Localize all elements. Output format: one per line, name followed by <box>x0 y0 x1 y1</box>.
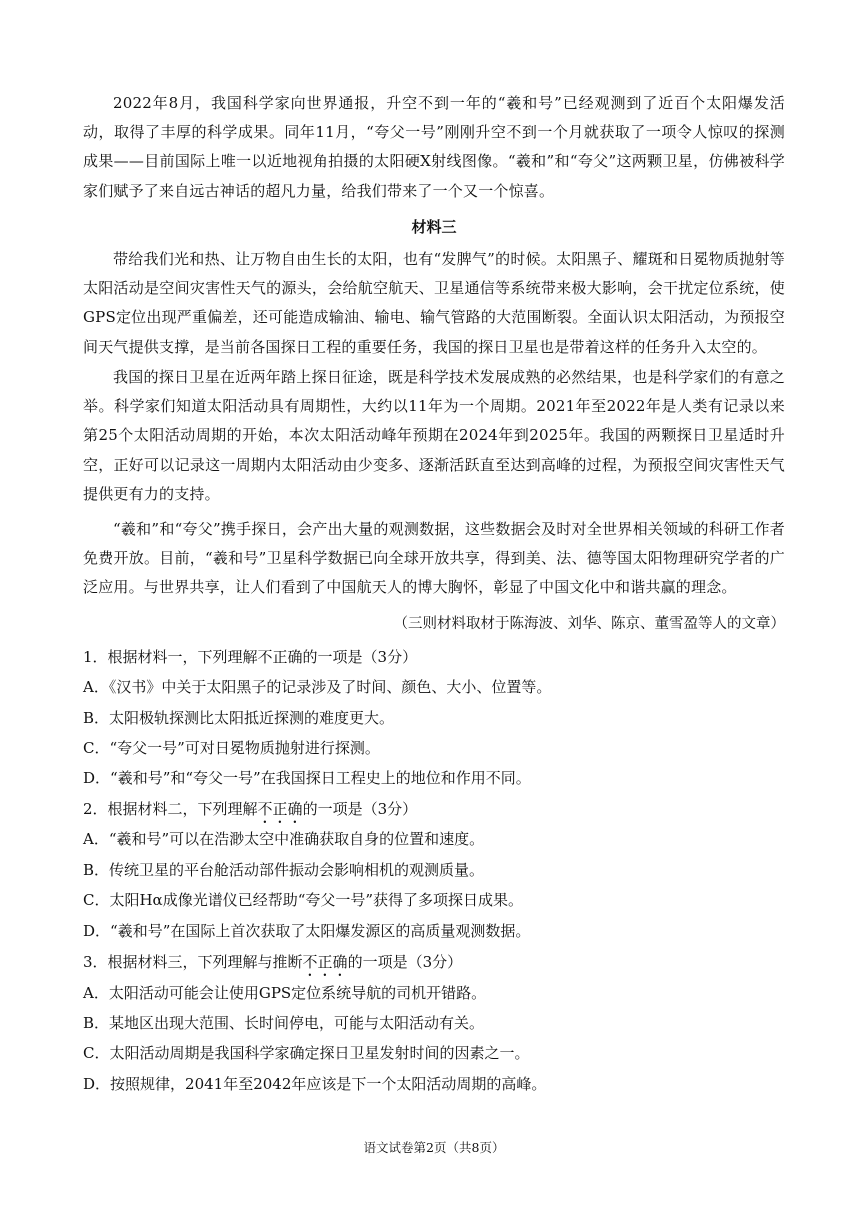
paragraph-material3-2: 我国的探日卫星在近两年踏上探日征途，既是科学技术发展成熟的必然结果，也是科学家们的有意之举。科学家们知道太阳活动具有周期性，大约以11年为一个周期。2021年至2022年是人类有记录以来第25个太阳活动周期的开始，本次太阳活动峰年预期在2024年到2025年。我国的两颗探日卫星适时升空，正好可以记录这一周期内太阳活动由少变多、逐渐活跃直至达到高峰的过程，为预报空间灾害性天气提供更有力的支持。 <box>83 368 785 503</box>
paragraph-material3-1: 带给我们光和热、让万物自由生长的太阳，也有“发脾气”的时候。太阳黑子、耀斑和日冕物质抛射等太阳活动是空间灾害性天气的源头，会给航空航天、卫星通信等系统带来极大影响，会干扰定位系统，使GPS定位出现严重偏差，还可能造成输油、输电、输气管路的大范围断裂。全面认识太阳活动，为预报空间天气提供支撑，是当前各国探日工程的重要任务，我国的探日卫星也是带着这样的任务升入太空的。 <box>83 250 785 356</box>
question-3-stem-pre: 3．根据材料三，下列理解与推断 <box>83 953 303 971</box>
question-3-stem-post: 的一项是（3分） <box>347 953 463 971</box>
question-2-stem-pre: 2．根据材料二，下列理解 <box>83 800 258 818</box>
question-2-option-b: B．传统卫星的平台舱活动部件振动会影响相机的观测质量。 <box>83 861 485 879</box>
question-3-option-c: C．太阳活动周期是我国科学家确定探日卫星发射时间的因素之一。 <box>83 1044 530 1062</box>
question-3-stem <box>83 951 803 980</box>
question-2-stem-emphasis: 不正确 <box>257 800 303 818</box>
source-note: （三则材料取材于陈海波、刘华、陈京、董雪盈等人的文章） <box>393 616 785 632</box>
question-1-option-b: B．太阳极轨探测比太阳抵近探测的难度更大。 <box>83 709 395 727</box>
question-1-option-a: A．《汉书》中关于太阳黑子的记录涉及了时间、颜色、大小、位置等。 <box>83 678 552 696</box>
question-1-option-c: C．“夸父一号”可对日冕物质抛射进行探测。 <box>83 739 380 757</box>
question-2-option-a: A．“羲和号”可以在浩渺太空中准确获取自身的位置和速度。 <box>83 830 485 848</box>
question-2-option-d: D．“羲和号”在国际上首次获取了太阳爆发源区的高质量观测数据。 <box>83 922 531 940</box>
question-3-option-b: B．某地区出现大范围、长时间停电，可能与太阳活动有关。 <box>83 1014 485 1032</box>
question-1-stem <box>83 646 803 667</box>
question-2-stem-post: 的一项是（3分） <box>302 800 418 818</box>
paragraph-material3-3: “羲和”和“夸父”携手探日，会产出大量的观测数据，这些数据会及时对全世界相关领域的科研工作者免费开放。目前，“羲和号”卫星科学数据已向全球开放共享，得到美、法、德等国太阳物理研究学者的广泛应用。与世界共享，让人们看到了中国航天人的博大胸怀，彰显了中国文化中和谐共赢的理念。 <box>83 520 785 597</box>
question-2-stem <box>83 798 803 827</box>
question-3-stem-emphasis: 不正确 <box>302 953 348 971</box>
section-heading-material3: 材料三 <box>411 218 457 236</box>
question-1-stem-text: 1．根据材料一，下列理解不正确的一项是（3分） <box>83 648 418 666</box>
question-3-option-a: A．太阳活动可能会让使用GPS定位系统导航的司机开错路。 <box>83 984 487 1002</box>
question-1-option-d: D．“羲和号”和“夸父一号”在我国探日工程史上的地位和作用不同。 <box>83 769 531 787</box>
paragraph-material2-end: 2022年8月，我国科学家向世界通报，升空不到一年的“羲和号”已经观测到了近百个太阳爆发活动，取得了丰厚的科学成果。同年11月，“夸父一号”刚刚升空不到一个月就获取了一项令人惊叹的探测成果——目前国际上唯一以近地视角拍摄的太阳硬X射线图像。“羲和”和“夸父”这两颗卫星，仿佛被科学家们赋予了来自远古神话的超凡力量，给我们带来了一个又一个惊喜。 <box>83 94 785 200</box>
question-3-option-d: D．按照规律，2041年至2042年应该是下一个太阳活动周期的高峰。 <box>83 1075 547 1093</box>
page-footer: 语文试卷第2页（共8页） <box>363 1140 505 1155</box>
question-2-option-c: C．太阳Hα成像光谱仪已经帮助“夸父一号”获得了多项探日成果。 <box>83 891 524 909</box>
